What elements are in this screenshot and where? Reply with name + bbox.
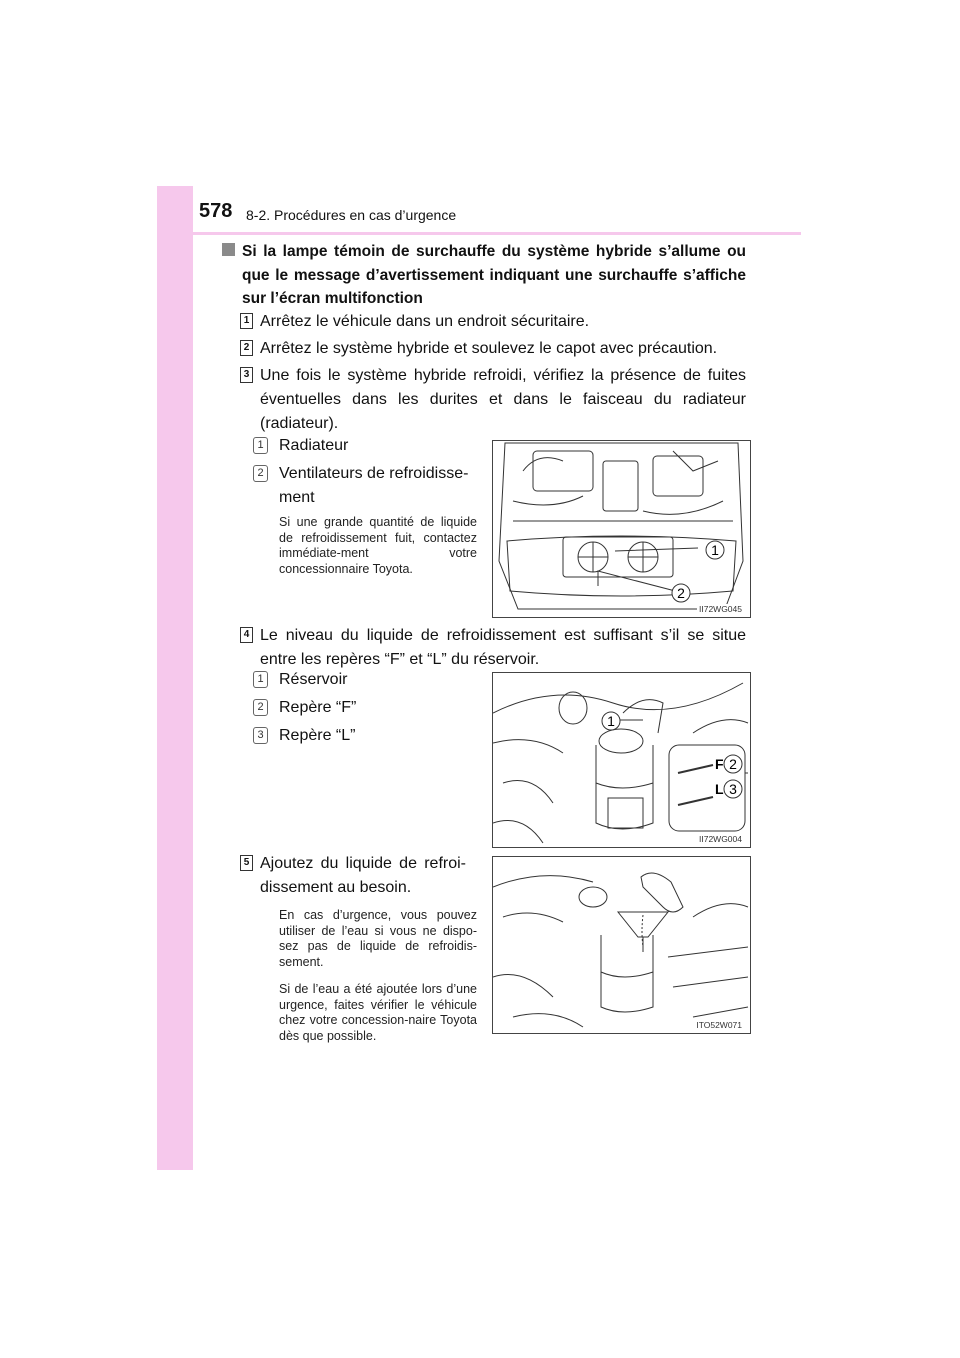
step-text: Arrêtez le véhicule dans un endroit sécuritaire. bbox=[260, 313, 590, 330]
step-number-badge: 3 bbox=[240, 367, 253, 383]
figure-engine-bay-radiator bbox=[492, 440, 751, 618]
page-number: 578 bbox=[199, 200, 233, 222]
callout-text: Réservoir bbox=[279, 671, 348, 688]
callout-number: 2 bbox=[253, 699, 268, 716]
step-number-badge: 1 bbox=[240, 313, 253, 329]
figure-label: 1 bbox=[711, 542, 719, 558]
callout-text: Repère “F” bbox=[279, 699, 357, 716]
callout-number: 2 bbox=[253, 465, 268, 482]
step-2 bbox=[240, 337, 746, 361]
callout-mark-f bbox=[253, 696, 477, 720]
engine-bay-illustration bbox=[493, 441, 750, 617]
step-number-badge: 4 bbox=[240, 627, 253, 643]
callout-text: Repère “L” bbox=[279, 727, 356, 744]
heading-text: Si la lampe témoin de surchauffe du système hybride s’allume ou que le message d’avertissement indiquant une surchauffe s’affiche sur l’écran multifonction bbox=[242, 243, 746, 307]
step-1 bbox=[240, 310, 746, 334]
figure-code: ITO52W071 bbox=[696, 1020, 742, 1030]
section-title: 8-2. Procédures en cas d’urgence bbox=[246, 207, 457, 223]
dealer-note: Si de l’eau a été ajoutée lors d’une urgence, faites vérifier le véhicule chez votre concession-naire Toyota dès que possible. bbox=[279, 982, 477, 1043]
section-heading bbox=[222, 240, 746, 311]
figure-reservoir-marks bbox=[492, 672, 751, 848]
step-4 bbox=[240, 624, 746, 672]
step-text: Ajoutez du liquide de refroi-dissement au besoin. bbox=[260, 855, 466, 896]
step-5 bbox=[240, 852, 466, 900]
step-number-badge: 5 bbox=[240, 855, 253, 871]
callout-radiator bbox=[253, 434, 477, 458]
callout-number: 3 bbox=[253, 727, 268, 744]
square-bullet-icon bbox=[222, 243, 235, 256]
callout-text: Radiateur bbox=[279, 437, 349, 454]
callout-number: 1 bbox=[253, 437, 268, 454]
figure-code: II72WG004 bbox=[699, 834, 742, 844]
leak-note: Si une grande quantité de liquide de refroidissement fuit, contactez immédiate-ment votre concessionnaire Toyota. bbox=[279, 515, 477, 576]
adding-coolant-illustration bbox=[493, 857, 750, 1033]
figure-code: II72WG045 bbox=[699, 604, 742, 614]
water-note: En cas d’urgence, vous pouvez utiliser de l’eau si vous ne dispo-sez pas de liquide de refroidis-sement. bbox=[279, 908, 477, 969]
figure-label: 2 bbox=[677, 585, 685, 601]
figure-label: 2 bbox=[729, 756, 737, 772]
figure-label: 3 bbox=[729, 781, 737, 797]
callout-reservoir bbox=[253, 668, 477, 692]
callout-cooling-fans bbox=[253, 462, 477, 510]
step-number-badge: 2 bbox=[240, 340, 253, 356]
step-text: Une fois le système hybride refroidi, vérifiez la présence de fuites éventuelles dans les durites et dans le faisceau du radiateur (radiateur). bbox=[260, 367, 746, 432]
callout-mark-l bbox=[253, 724, 477, 748]
figure-adding-coolant bbox=[492, 856, 751, 1034]
step-text: Le niveau du liquide de refroidissement est suffisant s’il se situe entre les repères “F” et “L” du réservoir. bbox=[260, 627, 746, 668]
step-text: Arrêtez le système hybride et soulevez le capot avec précaution. bbox=[260, 340, 718, 357]
mark-l-label: L bbox=[715, 781, 724, 797]
step-3 bbox=[240, 364, 746, 436]
callout-number: 1 bbox=[253, 671, 268, 688]
side-thumb-band bbox=[157, 186, 193, 1170]
reservoir-illustration bbox=[493, 673, 750, 847]
figure-label: 1 bbox=[607, 713, 615, 729]
header-rule bbox=[193, 232, 801, 235]
callout-text: Ventilateurs de refroidisse-ment bbox=[279, 465, 469, 506]
mark-f-label: F bbox=[715, 756, 724, 772]
